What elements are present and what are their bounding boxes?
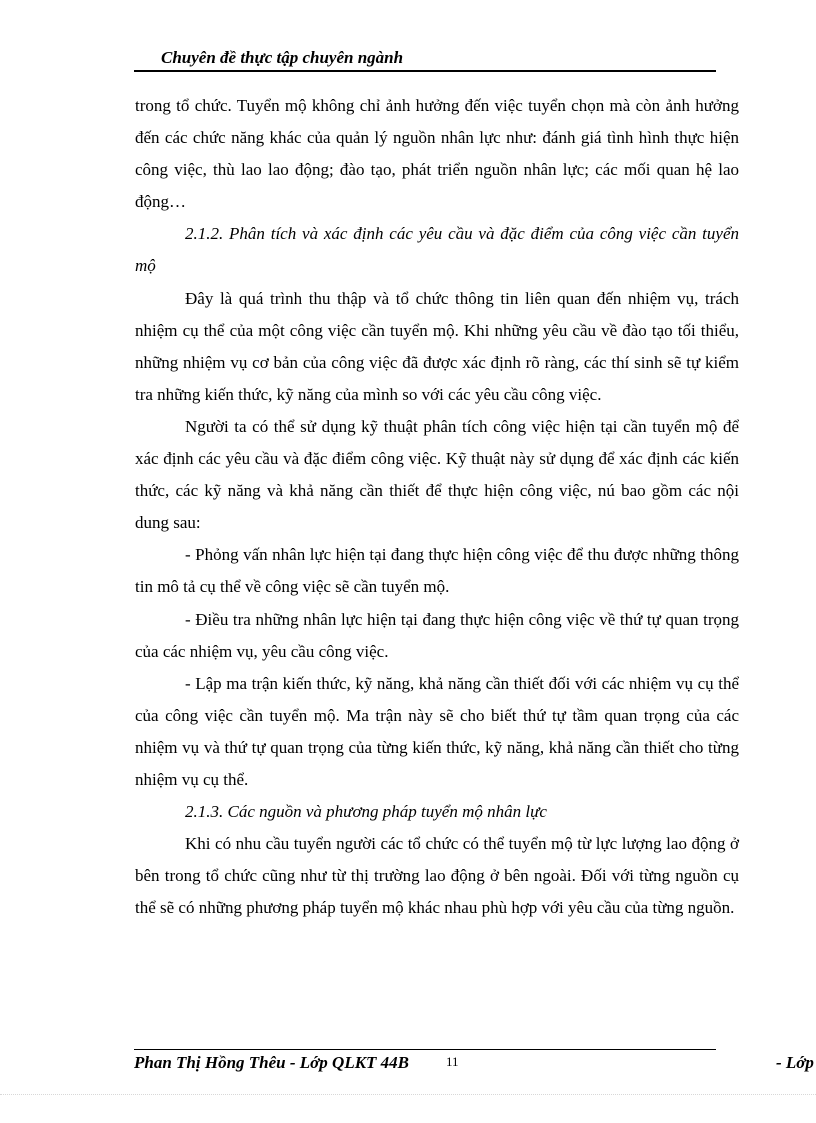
paragraph-sources: Khi có nhu cầu tuyển người các tổ chức có thể tuyển mộ từ lực lượng lao động ở bên trong tổ chức cũng như từ thị trường lao động ở bên ngoài. Đối với từng nguồn cụ thể sẽ có những phương pháp tuyển mộ khác nhau phù hợp với yêu cầu của từng nguồn.: [135, 834, 739, 918]
paragraph-intro: trong tổ chức. Tuyển mộ không chỉ ảnh hưởng đến việc tuyển chọn mà còn ảnh hưởng đến các chức năng khác của quản lý nguồn nhân lực như: đánh giá tình hình thực hiện công việc, thù lao lao động; đào tạo, phát triển nguồn nhân lực; các mối quan hệ lao động…: [135, 96, 739, 212]
page-bottom-border: [0, 1094, 816, 1095]
paragraph-job-analysis: Đây là quá trình thu thập và tổ chức thông tin liên quan đến nhiệm vụ, trách nhiệm cụ thể của một công việc cần tuyển mộ. Khi những yêu cầu về đào tạo tối thiểu, những nhiệm vụ cơ bản của công việc đã được xác định rõ ràng, các thí sinh sẽ tự kiểm tra những kiến thức, kỹ năng của mình so với các yêu cầu công việc.: [135, 288, 739, 404]
list-item-interview: - Phỏng vấn nhân lực hiện tại đang thực hiện công việc để thu được những thông tin mô tả cụ thể về công việc sẽ cần tuyển mộ.: [135, 545, 739, 597]
section-heading-2-1-2: 2.1.2. Phân tích và xác định các yêu cầu và đặc điểm của công việc cần tuyển mộ: [135, 224, 739, 276]
header-divider: [134, 70, 716, 72]
document-body: [135, 90, 739, 924]
footer-divider: [134, 1049, 716, 1050]
list-item-matrix: - Lập ma trận kiến thức, kỹ năng, khả năng cần thiết đối với các nhiệm vụ cụ thể của công việc cần tuyển mộ. Ma trận này sẽ cho biết thứ tự tầm quan trọng của các nhiệm vụ và thứ tự quan trọng của từng kiến thức, kỹ năng, khả năng cần thiết cho từng nhiệm vụ cụ thể.: [135, 673, 739, 789]
footer-author: Phan Thị Hồng Thêu - Lớp QLKT 44B: [134, 1053, 410, 1072]
page-number: 11: [446, 1054, 459, 1069]
list-item-survey: - Điều tra những nhân lực hiện tại đang thực hiện công việc về thứ tự quan trọng của các nhiệm vụ, yêu cầu công việc.: [135, 609, 739, 661]
section-heading-2-1-3: 2.1.3. Các nguồn và phương pháp tuyển mộ nhân lực: [185, 802, 547, 822]
header-title: Chuyên đề thực tập chuyên ngành: [161, 48, 404, 67]
paragraph-technique: Người ta có thể sử dụng kỹ thuật phân tích công việc hiện tại cần tuyển mộ để xác định các yêu cầu và đặc điểm công việc. Kỹ thuật này sử dụng để xác định các kiến thức, các kỹ năng và khả năng cần thiết để thực hiện công việc, nú bao gồm các nội dung sau:: [135, 416, 739, 533]
footer-overflow-text: - Lớp: [776, 1053, 814, 1072]
